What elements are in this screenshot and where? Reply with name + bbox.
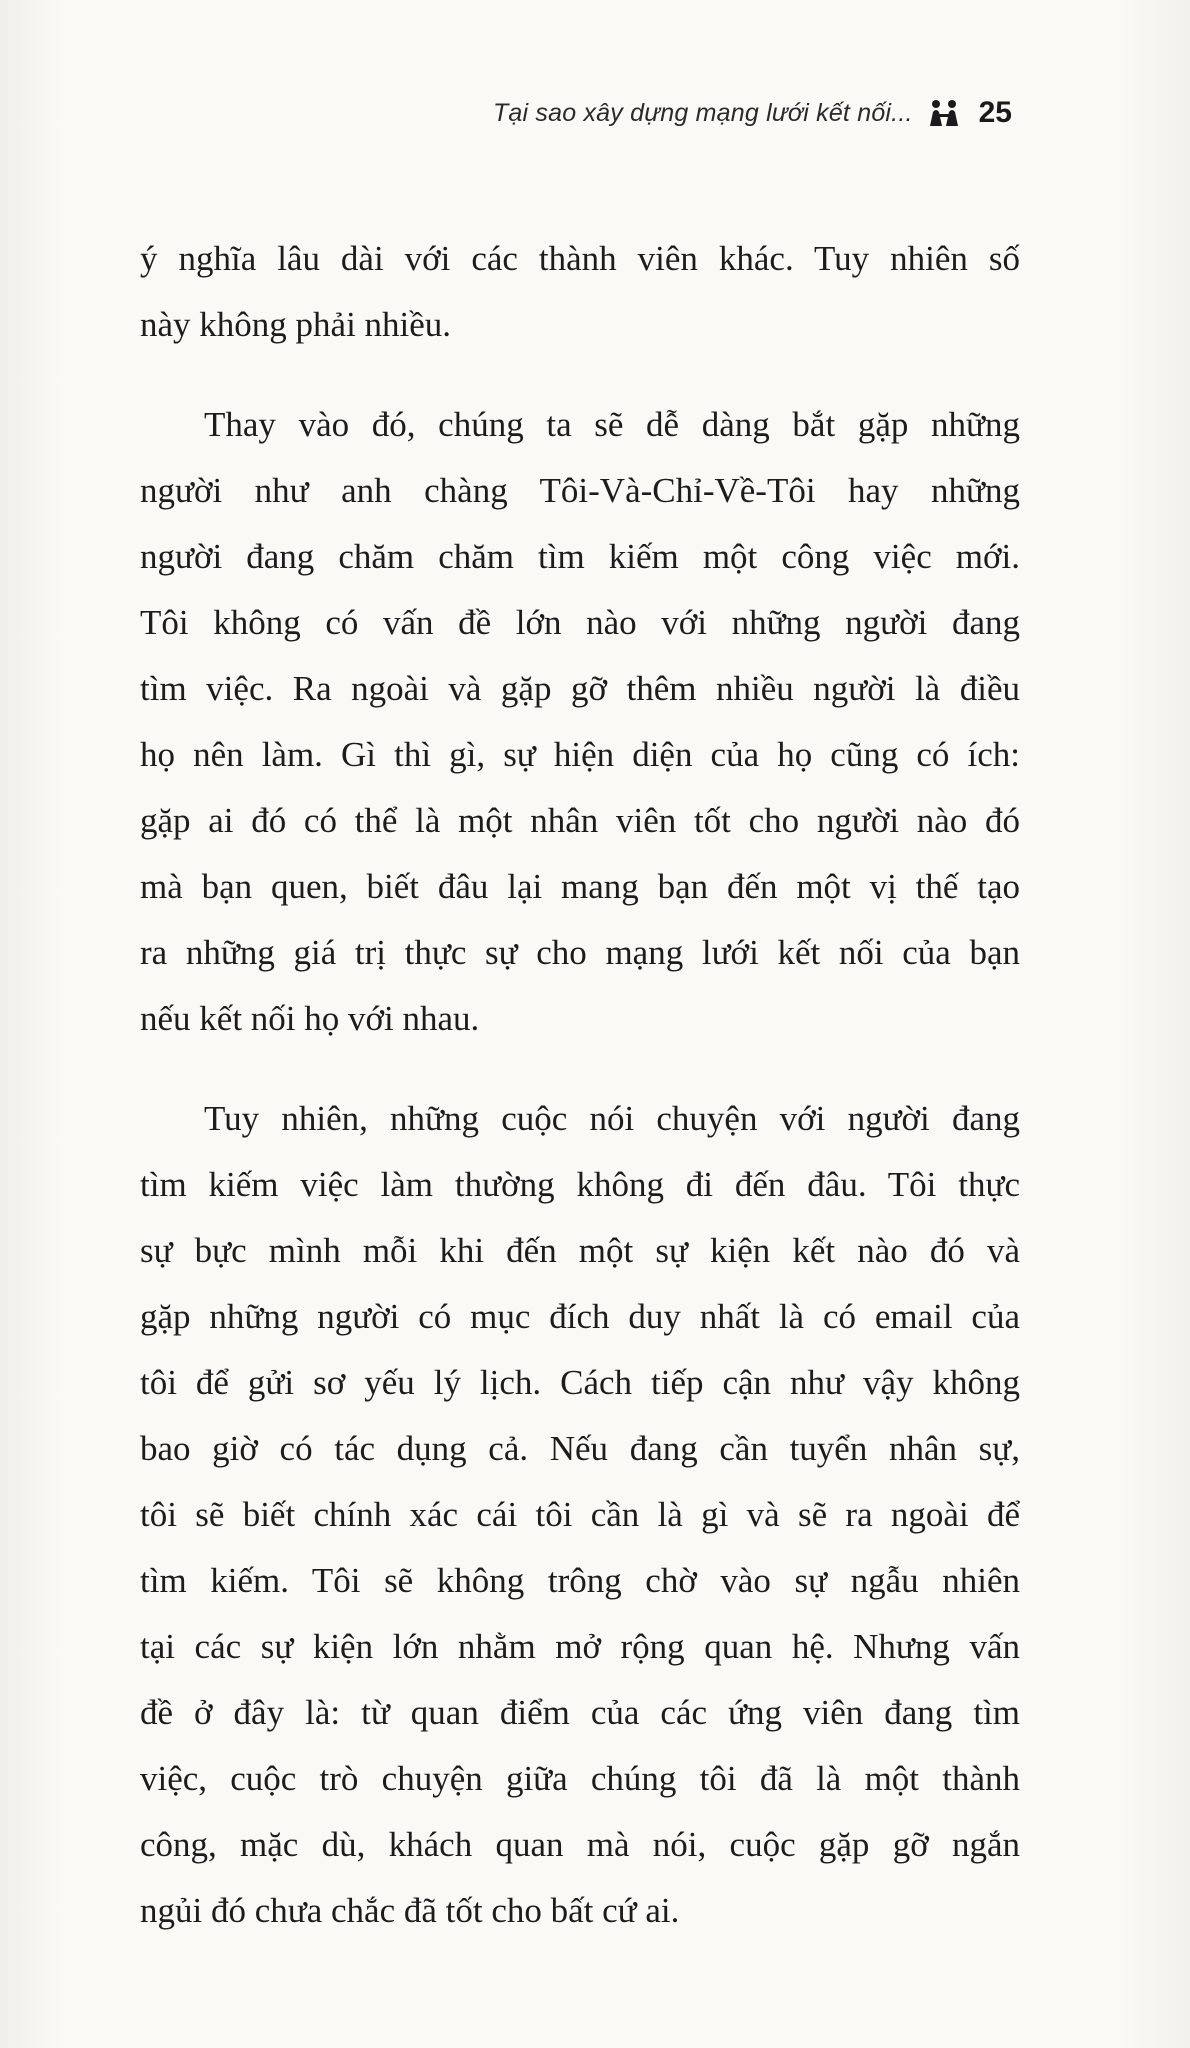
running-header	[493, 96, 1012, 130]
page-number: 25	[978, 96, 1012, 129]
paragraph-1	[140, 226, 1020, 358]
text-line: nếu kết nối họ với nhau.	[140, 999, 480, 1038]
text-line: ra những giá trị thực sự cho mạng lưới kết nối của bạn	[140, 933, 1020, 972]
people-ornament-icon	[927, 98, 961, 128]
text-line: Tôi không có vấn đề lớn nào với những người đang	[140, 603, 1020, 642]
text-line: người đang chăm chăm tìm kiếm một công việc mới.	[140, 537, 1020, 576]
text-line: gặp ai đó có thể là một nhân viên tốt cho người nào đó	[140, 801, 1020, 840]
running-title: Tại sao xây dựng mạng lưới kết nối...	[492, 98, 913, 127]
paragraph-3	[140, 1086, 1020, 1944]
text-line: tại các sự kiện lớn nhằm mở rộng quan hệ. Nhưng vấn	[140, 1627, 1020, 1666]
text-line: tìm kiếm. Tôi sẽ không trông chờ vào sự ngẫu nhiên	[140, 1561, 1020, 1600]
text-line: tôi sẽ biết chính xác cái tôi cần là gì và sẽ ra ngoài để	[140, 1495, 1020, 1534]
text-line: việc, cuộc trò chuyện giữa chúng tôi đã là một thành	[140, 1759, 1020, 1798]
text-line: tôi để gửi sơ yếu lý lịch. Cách tiếp cận như vậy không	[140, 1363, 1020, 1402]
text-line: bao giờ có tác dụng cả. Nếu đang cần tuyển nhân sự,	[140, 1429, 1020, 1468]
text-line: công, mặc dù, khách quan mà nói, cuộc gặp gỡ ngắn	[140, 1825, 1020, 1864]
text-line: gặp những người có mục đích duy nhất là có email của	[140, 1297, 1020, 1336]
text-line: Tuy nhiên, những cuộc nói chuyện với người đang	[204, 1099, 1020, 1138]
text-line: họ nên làm. Gì thì gì, sự hiện diện của họ cũng có ích:	[140, 735, 1020, 774]
text-line: ý nghĩa lâu dài với các thành viên khác. Tuy nhiên số	[140, 239, 1020, 278]
text-line: này không phải nhiều.	[140, 305, 452, 344]
text-line: người như anh chàng Tôi-Và-Chỉ-Về-Tôi hay những	[140, 471, 1020, 510]
text-line: tìm việc. Ra ngoài và gặp gỡ thêm nhiều người là điều	[140, 669, 1020, 708]
text-line: mà bạn quen, biết đâu lại mang bạn đến một vị thế tạo	[140, 867, 1020, 906]
text-line: ngủi đó chưa chắc đã tốt cho bất cứ ai.	[140, 1891, 680, 1930]
text-line: đề ở đây là: từ quan điểm của các ứng viên đang tìm	[140, 1693, 1020, 1732]
text-line: sự bực mình mỗi khi đến một sự kiện kết nào đó và	[140, 1231, 1020, 1270]
text-line: Thay vào đó, chúng ta sẽ dễ dàng bắt gặp những	[204, 405, 1020, 444]
body-text	[140, 226, 1020, 1944]
paragraph-2	[140, 392, 1020, 1052]
text-line: tìm kiếm việc làm thường không đi đến đâu. Tôi thực	[140, 1165, 1020, 1204]
